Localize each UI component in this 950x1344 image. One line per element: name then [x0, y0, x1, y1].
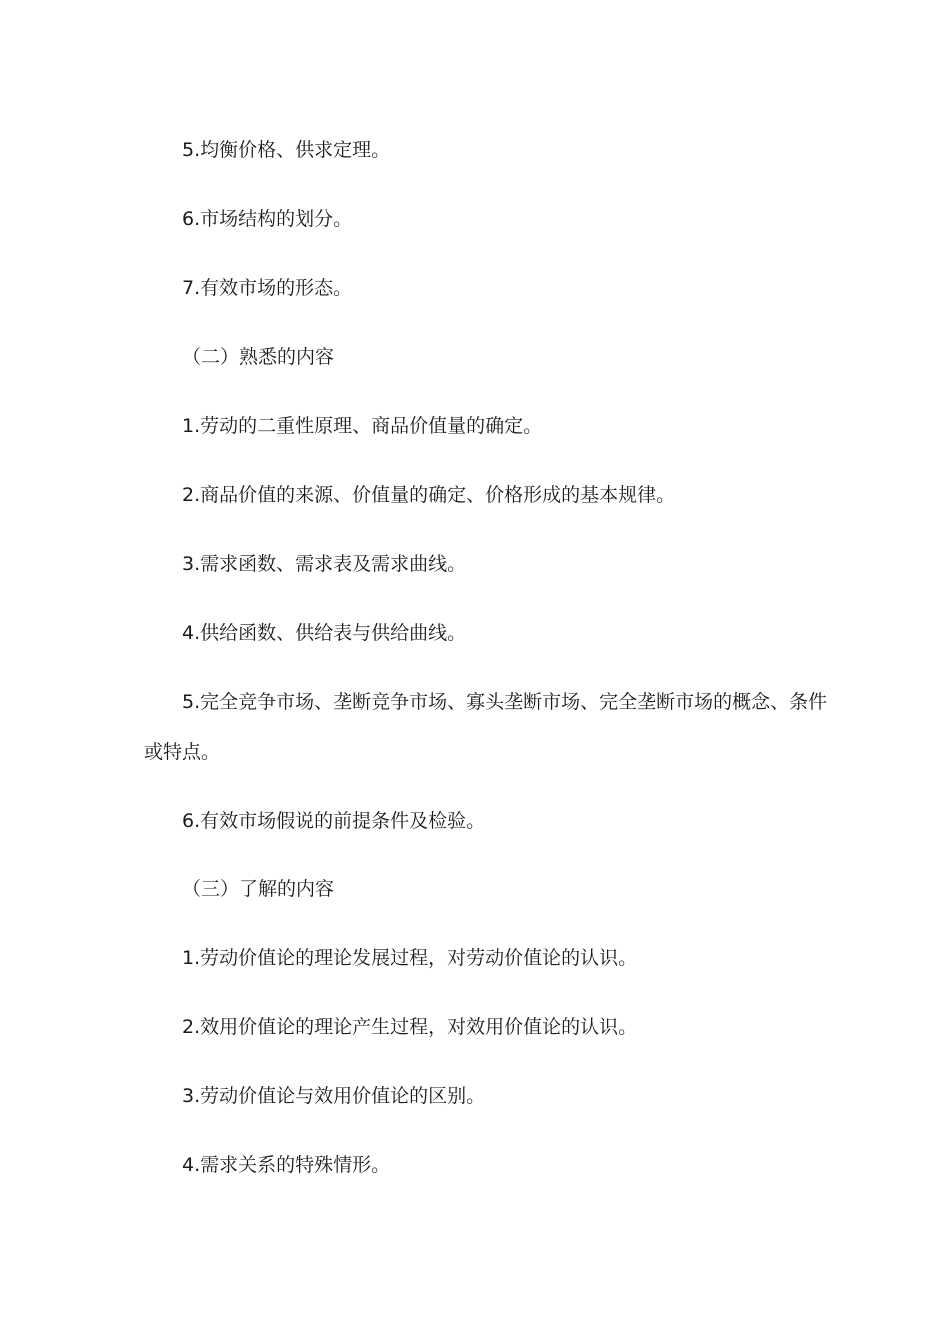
list-item: 5.均衡价格、供求定理。	[182, 139, 391, 161]
list-item: 2.商品价值的来源、价值量的确定、价格形成的基本规律。	[182, 484, 676, 506]
list-item: 3.需求函数、需求表及需求曲线。	[182, 553, 467, 575]
section-heading: （二）熟悉的内容	[182, 346, 335, 368]
list-item: 1.劳动价值论的理论发展过程，对劳动价值论的认识。	[182, 947, 638, 969]
list-item: 2.效用价值论的理论产生过程，对效用价值论的认识。	[182, 1016, 638, 1038]
list-item: 6.市场结构的划分。	[182, 208, 353, 230]
list-item: 7.有效市场的形态。	[182, 277, 353, 299]
list-item: 4.供给函数、供给表与供给曲线。	[182, 622, 467, 644]
list-item-continuation: 或特点。	[144, 741, 221, 763]
section-heading: （三）了解的内容	[182, 878, 335, 900]
list-item: 5.完全竞争市场、垄断竞争市场、寡头垄断市场、完全垄断市场的概念、条件	[182, 691, 828, 713]
list-item: 6.有效市场假说的前提条件及检验。	[182, 810, 486, 832]
list-item: 1.劳动的二重性原理、商品价值量的确定。	[182, 415, 543, 437]
list-item: 3.劳动价值论与效用价值论的区别。	[182, 1085, 486, 1107]
list-item: 4.需求关系的特殊情形。	[182, 1154, 391, 1176]
